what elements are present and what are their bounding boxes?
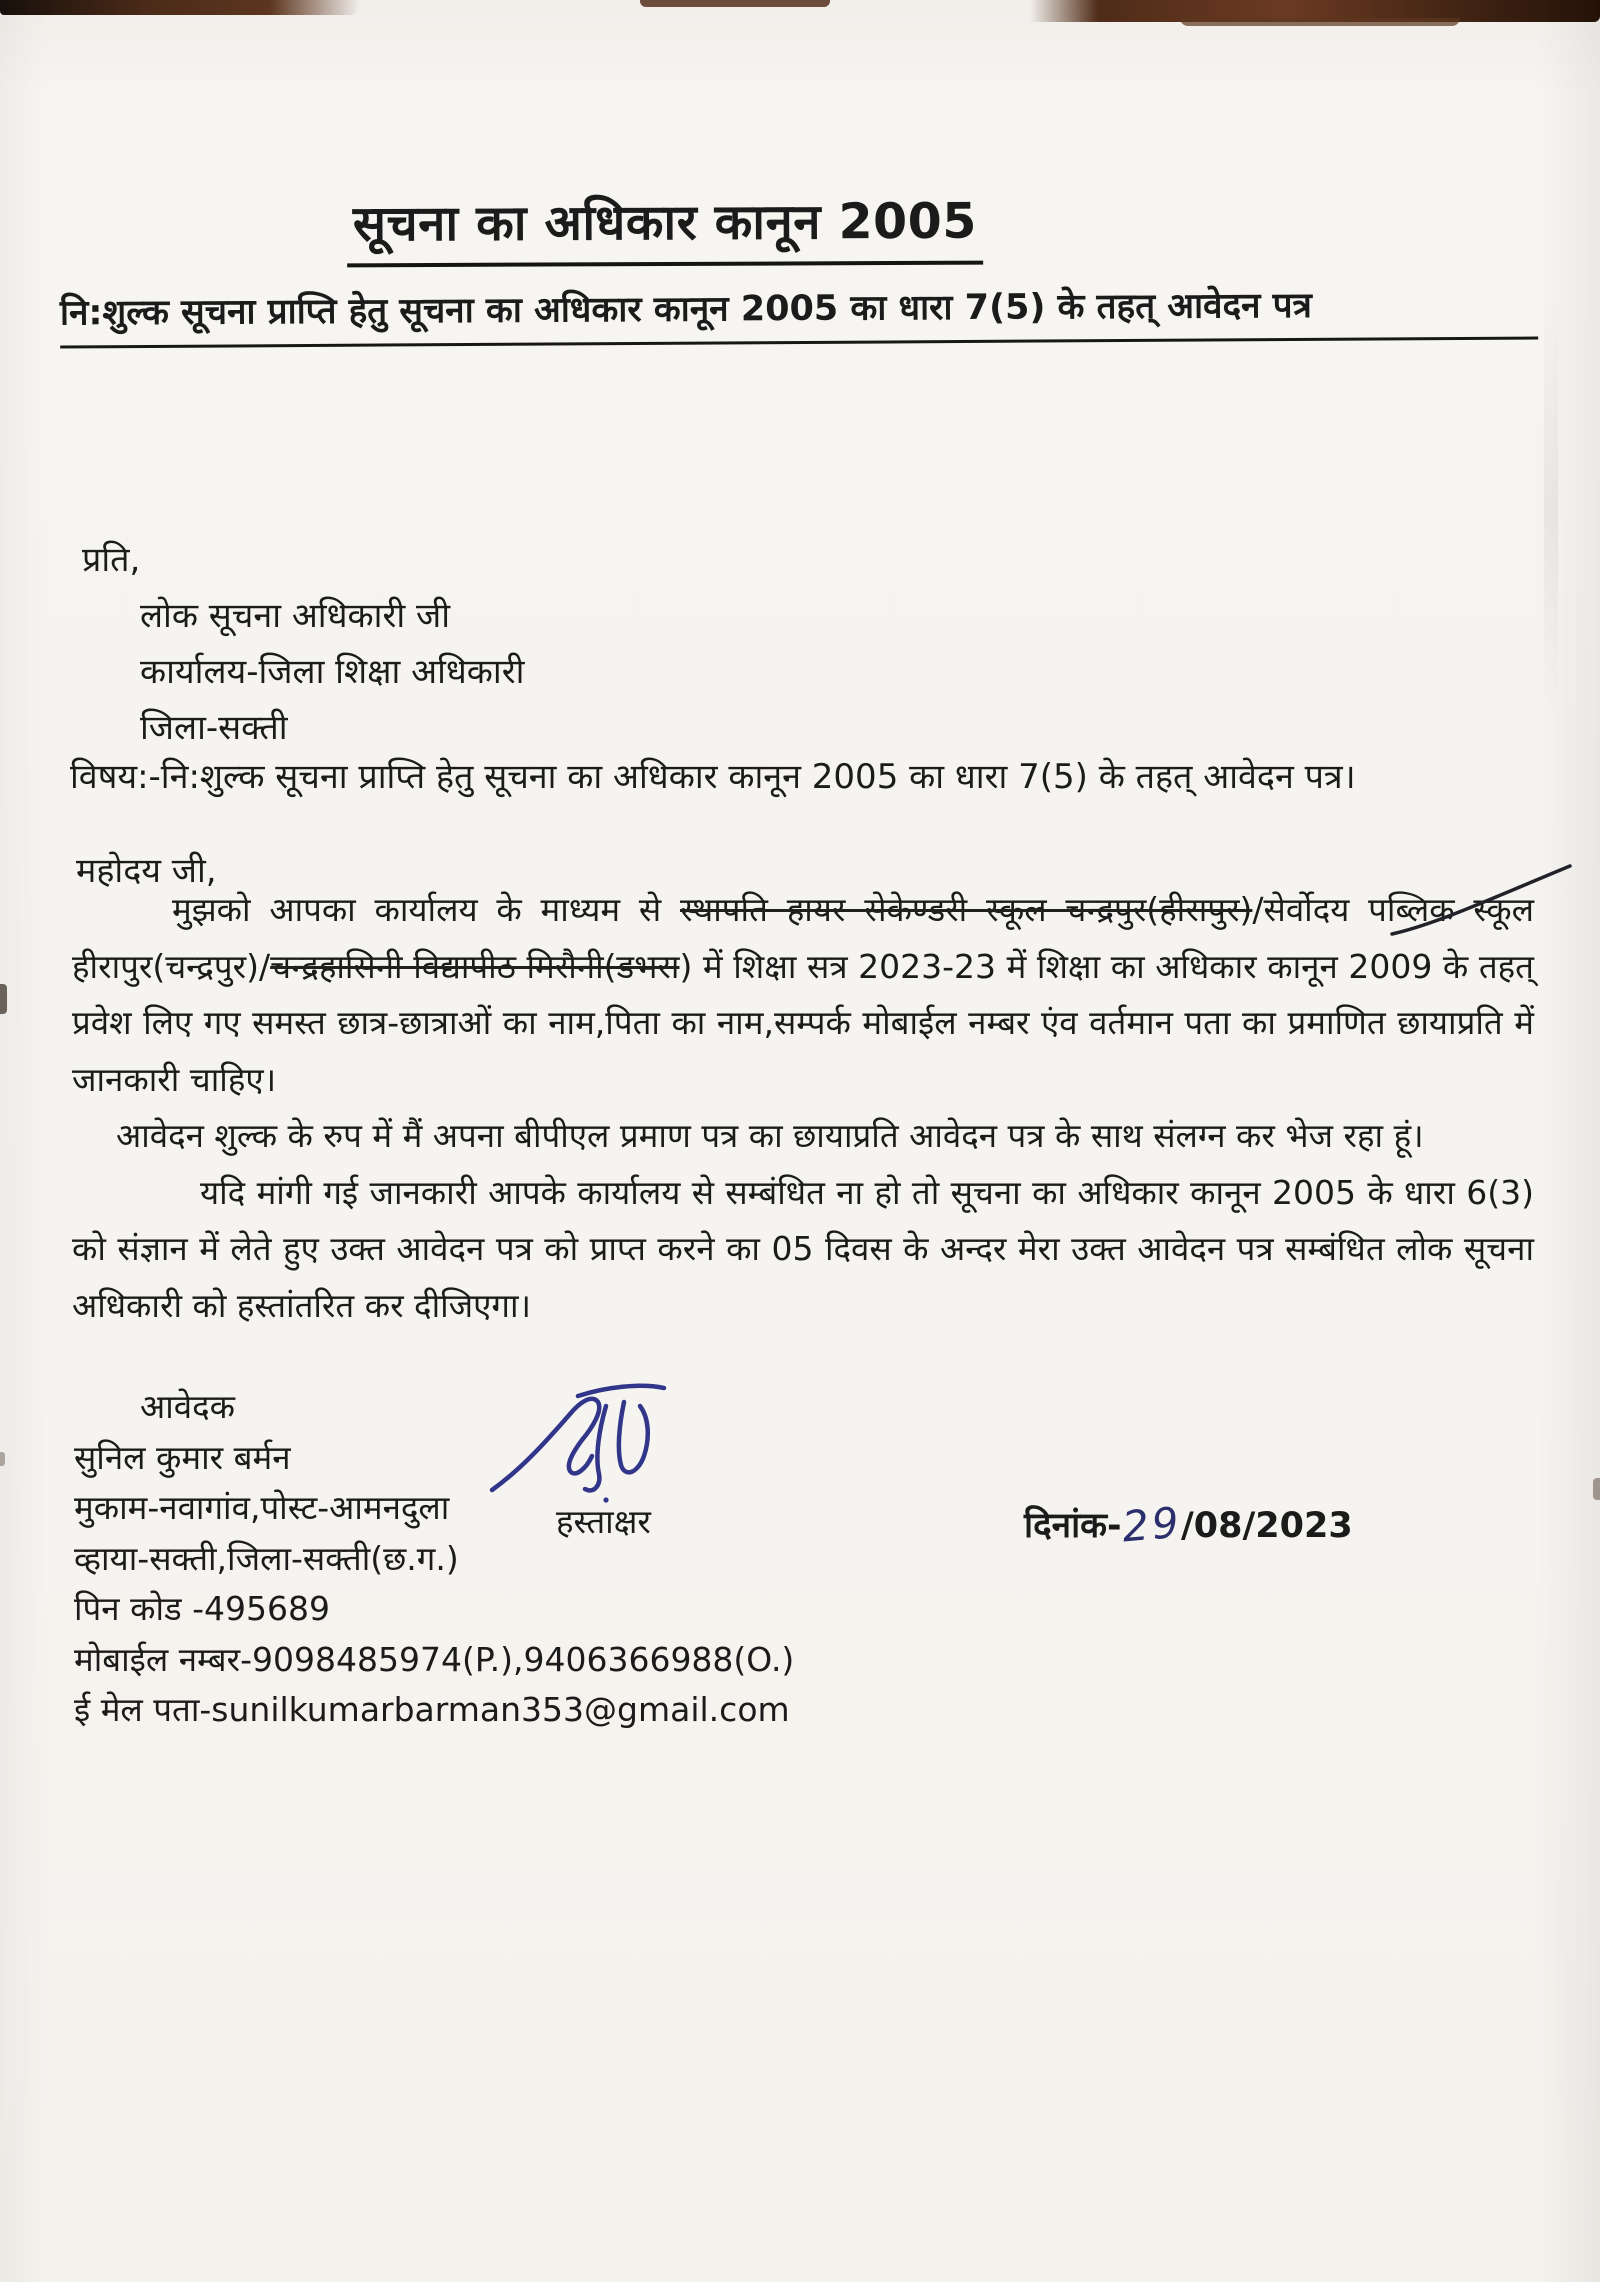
document-title	[0, 188, 1330, 266]
applicant-mobile: मोबाईल नम्बर-9098485974(P.),9406366988(O.)	[74, 1639, 795, 1679]
body-paragraph-1	[72, 882, 1534, 1108]
recipient-line-district: जिला-सक्ती	[140, 708, 288, 748]
scan-artifact-top-left	[0, 0, 360, 15]
applicant-address-1: मुकाम-नवागांव,पोस्ट-आमनदुला	[74, 1488, 450, 1527]
body-paragraph-2: आवेदन शुल्क के रुप में मैं अपना बीपीएल प्रमाण पत्र का छायाप्रति आवेदन पत्र के साथ संलग्न कर भेज रहा हूं।	[116, 1116, 1424, 1155]
recipient-line-office: कार्यालय-जिला शिक्षा अधिकारी	[140, 652, 525, 692]
greeting: महोदय जी,	[76, 851, 217, 891]
para1-segment-2: /सेर्वोदय पब्लिक स्कूल हीरापुर(चन्द्रपुर)/	[72, 890, 1534, 986]
date-line	[1024, 1497, 1353, 1552]
subject-line: विषय:-नि:शुल्क सूचना प्राप्ति हेतु सूचना का अधिकार कानून 2005 का धारा 7(5) के तहत् आवेदन पत्र।	[70, 757, 1356, 797]
scan-speck-left	[0, 984, 7, 1014]
letter-body	[72, 882, 1534, 1334]
para1-segment-3: ) में शिक्षा सत्र 2023-23 में शिक्षा का अधिकार कानून 2009 के तहत् प्रवेश लिए गए समस्त छात्र-छात्राओं का नाम,पिता का नाम,सम्पर्क मोबाईल नम्बर एंव वर्तमान पता का प्रमाणित छायाप्रति में जानकारी चाहिए।	[72, 946, 1534, 1099]
applicant-pin: पिन कोड -495689	[74, 1589, 331, 1628]
para1-segment-1: मुझको आपका कार्यालय के माध्यम से	[172, 890, 680, 929]
date-label: दिनांक-	[1024, 1506, 1122, 1546]
date-suffix: /08/2023	[1181, 1506, 1353, 1546]
applicant-name: सुनिल कुमार बर्मन	[74, 1437, 291, 1477]
scan-artifact-top-right-2	[1180, 18, 1460, 26]
body-paragraph-3: यदि मांगी गई जानकारी आपके कार्यालय से सम्बंधित ना हो तो सूचना का अधिकार कानून 2005 के धारा 6(3) को संज्ञान में लेते हुए उक्त आवेदन पत्र को प्राप्त करने का 05 दिवस के अन्दर मेरा उक्त आवेदन पत्र सम्बंधित लोक सूचना अधिकारी को हस्तांतरित कर दीजिएगा।	[72, 1172, 1534, 1325]
document-subtitle: नि:शुल्क सूचना प्राप्ति हेतु सूचना का अधिकार कानून 2005 का धारा 7(5) के तहत् आवेदन पत्र	[60, 279, 1538, 348]
scan-speck-right	[1593, 1478, 1600, 1500]
applicant-label: आवेदक	[140, 1387, 235, 1426]
signature-label: हस्ताक्षर	[556, 1502, 651, 1541]
scan-speck-left-2	[0, 1452, 5, 1466]
applicant-address-2: व्हाया-सक्ती,जिला-सक्ती(छ.ग.)	[74, 1538, 459, 1578]
para1-struck-segment-2: चन्द्रहासिनी विद्यापीठ मिरौनी(डभरा	[270, 946, 680, 986]
applicant-email: ई मेल पता-sunilkumarbarman353@gmail.com	[74, 1690, 790, 1729]
scan-streak	[1544, 300, 1558, 720]
signature-handwriting	[486, 1368, 706, 1508]
scan-artifact-top-middle	[640, 0, 830, 7]
para1-struck-segment-1: स्थापति हायर सेकेण्डरी स्कूल चन्द्रपुर(हीरापुर)	[680, 890, 1253, 929]
recipient-line-officer: लोक सूचना अधिकारी जी	[140, 596, 450, 636]
pen-stroke	[1388, 862, 1578, 940]
date-handwritten-day: 29	[1119, 1497, 1184, 1552]
recipient-block	[82, 532, 524, 756]
recipient-salutation: प्रति,	[82, 540, 141, 580]
document-title-text: सूचना का अधिकार कानून 2005	[347, 187, 983, 268]
